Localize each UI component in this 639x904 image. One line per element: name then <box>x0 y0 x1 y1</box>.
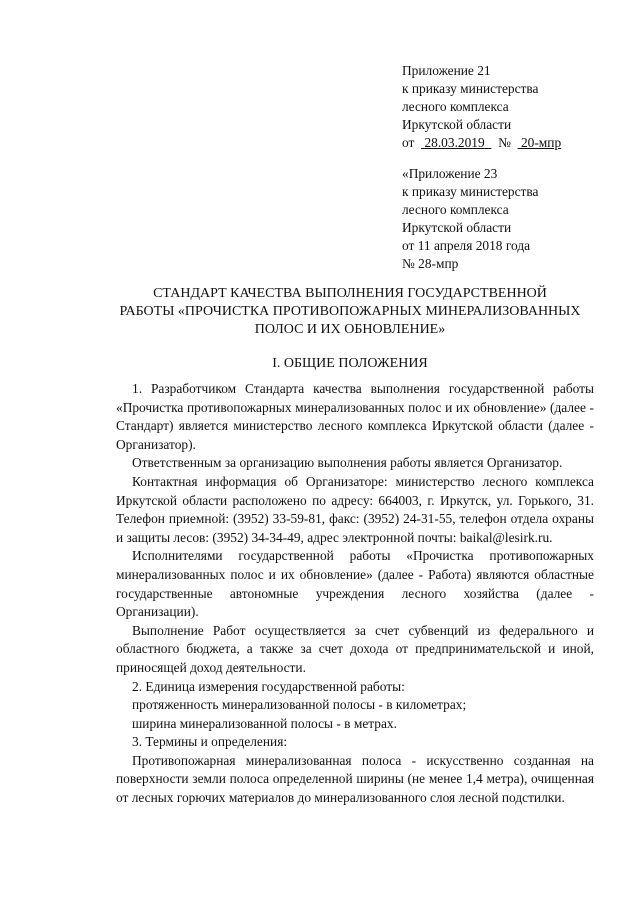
paragraph: Контактная информация об Организаторе: министерство лесного комплекса Иркутской области расположено по адресу: 664003, г. Иркутск, ул. Горького, 31. Телефон приемной: (3952) 33-59-81, факс: (3952) 24-31-55, телефон отдела охраны и защиты лесов: (3952) 34-34-49, адрес электронной почты: baikal@lesirk.ru. <box>116 473 594 545</box>
title-line: РАБОТЫ «ПРОЧИСТКА ПРОТИВОПОЖАРНЫХ МИНЕРАЛИЗОВАННЫХ <box>119 304 581 319</box>
annex-line: к приказу министерства <box>402 81 539 96</box>
annex-21-header <box>402 62 622 152</box>
title-line: СТАНДАРТ КАЧЕСТВА ВЫПОЛНЕНИЯ ГОСУДАРСТВЕННОЙ <box>153 286 547 301</box>
annex-line: лесного комплекса <box>402 99 509 114</box>
paragraph: Исполнителями государственной работы «Прочистка противопожарных минерализованных полос и их обновление» (далее - Работа) являются областные государственные автономные учреждения лесного хозяйства (далее - Организации). <box>116 548 594 620</box>
annex-line: Иркутской области <box>402 117 512 132</box>
annex-line: № 28-мпр <box>402 256 459 271</box>
annex-line: «Приложение 23 <box>402 166 498 181</box>
annex-line: от 11 апреля 2018 года <box>402 238 531 253</box>
paragraph: протяженность минерализованной полосы - в километрах; <box>132 697 467 713</box>
annex-line: лесного комплекса <box>402 202 509 217</box>
paragraph: 1. Разработчиком Стандарта качества выполнения государственной работы «Прочистка противопожарных минерализованных полос и их обновление» (далее - Стандарт) является министерство лесного комплекса Иркутской области (далее - Организатор). <box>116 381 594 452</box>
document-body <box>116 380 594 808</box>
paragraph: Выполнение Работ осуществляется за счет субвенций из федерального и областного бюджета, а также за счет дохода от предпринимательской и иной, приносящей доход деятельности. <box>116 622 594 675</box>
document-title <box>100 285 600 339</box>
section-heading: I. ОБЩИЕ ПОЛОЖЕНИЯ <box>272 356 428 371</box>
paragraph: Ответственным за организацию выполнения работы является Организатор. <box>132 455 563 471</box>
annex-line: Иркутской области <box>402 220 512 235</box>
order-number: 20-мпр <box>520 135 562 150</box>
paragraph: ширина минерализованной полосы - в метрах. <box>132 715 397 731</box>
annex-23-header <box>402 165 622 273</box>
paragraph: 2. Единица измерения государственной работы: <box>132 678 405 694</box>
annex-date-line <box>402 134 622 152</box>
title-line: ПОЛОС И ИХ ОБНОВЛЕНИЕ» <box>254 322 446 337</box>
paragraph: Противопожарная минерализованная полоса - искусственно созданная на поверхности земли полоса определенной ширины (не менее 1,4 метра), очищенная от лесных горючих материалов до минерализованного слоя лесной подстилки. <box>116 752 594 806</box>
annex-line: Приложение 21 <box>402 63 491 78</box>
annex-line: к приказу министерства <box>402 184 539 199</box>
paragraph: 3. Термины и определения: <box>132 734 288 750</box>
number-sign: № <box>498 135 511 150</box>
from-label: от <box>402 135 415 150</box>
order-date: 28.03.2019 <box>424 135 485 150</box>
